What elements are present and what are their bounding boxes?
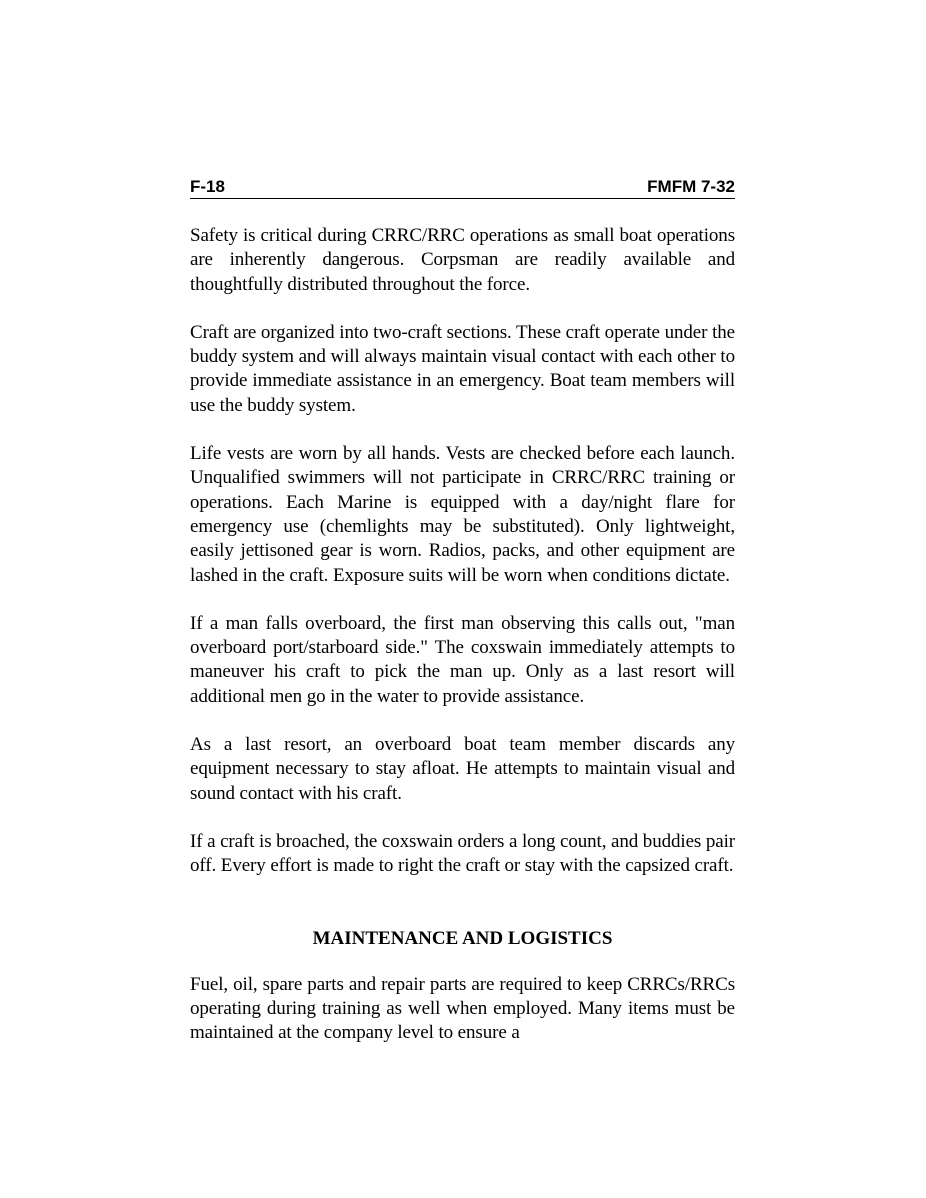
page-number: F-18	[190, 177, 225, 196]
running-header	[190, 177, 735, 199]
paragraph-man-overboard: If a man falls overboard, the first man observing this calls out, "man overboard port/starboard side." The coxswain immediately attempts to maneuver his craft to pick the man up. Only as a last resort will additional men go in the water to provide assistance.	[190, 612, 735, 707]
body-text	[190, 224, 735, 1045]
paragraph-safety: Safety is critical during CRRC/RRC operations as small boat operations are inherently dangerous. Corpsman are readily available and thoughtfully distributed throughout the force.	[190, 225, 735, 295]
paragraph-maintenance: Fuel, oil, spare parts and repair parts are required to keep CRRCs/RRCs operating during training as well when employed. Many items must be maintained at the company level to ensure a	[190, 973, 735, 1044]
paragraph-craft-organization: Craft are organized into two-craft sections. These craft operate under the buddy system and will always maintain visual contact with each other to provide immediate assistance in an emergency. Boat team members will use the buddy system.	[190, 321, 735, 416]
paragraph-broached-craft: If a craft is broached, the coxswain orders a long count, and buddies pair off. Every effort is made to right the craft or stay with the capsized craft.	[190, 830, 735, 877]
manual-title: FMFM 7-32	[647, 177, 735, 196]
paragraph-life-vests: Life vests are worn by all hands. Vests are checked before each launch. Unqualified swimmers will not participate in CRRC/RRC training or operations. Each Marine is equipped with a day/night flare for emergency use (chemlights may be substituted). Only lightweight, easily jettisoned gear is worn. Radios, packs, and other equipment are lashed in the craft. Exposure suits will be worn when conditions dictate.	[190, 443, 735, 586]
section-heading: MAINTENANCE AND LOGISTICS	[312, 927, 613, 949]
document-page	[190, 177, 735, 1069]
paragraph-last-resort: As a last resort, an overboard boat team member discards any equipment necessary to stay afloat. He attempts to maintain visual and sound contact with his craft.	[190, 734, 735, 804]
